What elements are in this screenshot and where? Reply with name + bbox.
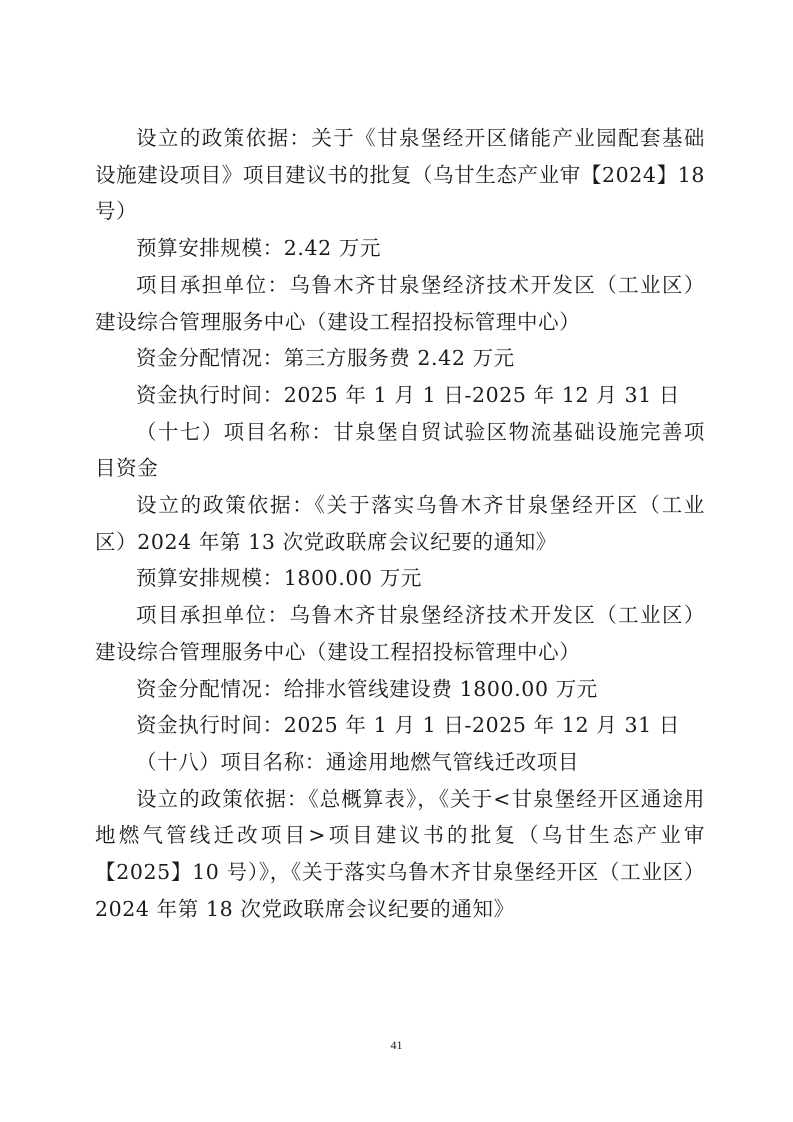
document-body <box>95 120 705 927</box>
project-name-heading: （十八）项目名称：通途用地燃气管线迁改项目 <box>136 749 580 774</box>
budget-scale-paragraph: 预算安排规模：1800.00 万元 <box>136 566 422 591</box>
page-number: 41 <box>390 1038 403 1052</box>
project-name-heading: （十七）项目名称：甘泉堡自贸试验区物流基础设施完善项目资金 <box>95 419 705 481</box>
fund-allocation-paragraph: 资金分配情况：给排水管线建设费 1800.00 万元 <box>136 676 598 701</box>
responsible-unit-paragraph: 项目承担单位：乌鲁木齐甘泉堡经济技术开发区（工业区）建设综合管理服务中心（建设工程招投标管理中心） <box>95 272 705 334</box>
policy-basis-paragraph: 设立的政策依据：《总概算表》，《关于<甘泉堡经开区通途用地燃气管线迁改项目>项目建议书的批复（乌甘生态产业审【2025】10 号）》，《关于落实乌鲁木齐甘泉堡经开区（工业区）2024 年第 18 次党政联席会议纪要的通知》 <box>95 786 705 921</box>
execution-time-paragraph: 资金执行时间：2025 年 1 月 1 日-2025 年 12 月 31 日 <box>136 382 680 407</box>
policy-basis-paragraph: 设立的政策依据：关于《甘泉堡经开区储能产业园配套基础设施建设项目》项目建议书的批复（乌甘生态产业审【2024】18号） <box>95 126 705 224</box>
execution-time-paragraph: 资金执行时间：2025 年 1 月 1 日-2025 年 12 月 31 日 <box>136 713 680 738</box>
policy-basis-paragraph: 设立的政策依据：《关于落实乌鲁木齐甘泉堡经开区（工业区）2024 年第 13 次党政联席会议纪要的通知》 <box>95 493 705 554</box>
fund-allocation-paragraph: 资金分配情况：第三方服务费 2.42 万元 <box>136 346 515 371</box>
responsible-unit-paragraph: 项目承担单位：乌鲁木齐甘泉堡经济技术开发区（工业区）建设综合管理服务中心（建设工程招投标管理中心） <box>95 603 705 664</box>
budget-scale-paragraph: 预算安排规模：2.42 万元 <box>136 236 382 261</box>
